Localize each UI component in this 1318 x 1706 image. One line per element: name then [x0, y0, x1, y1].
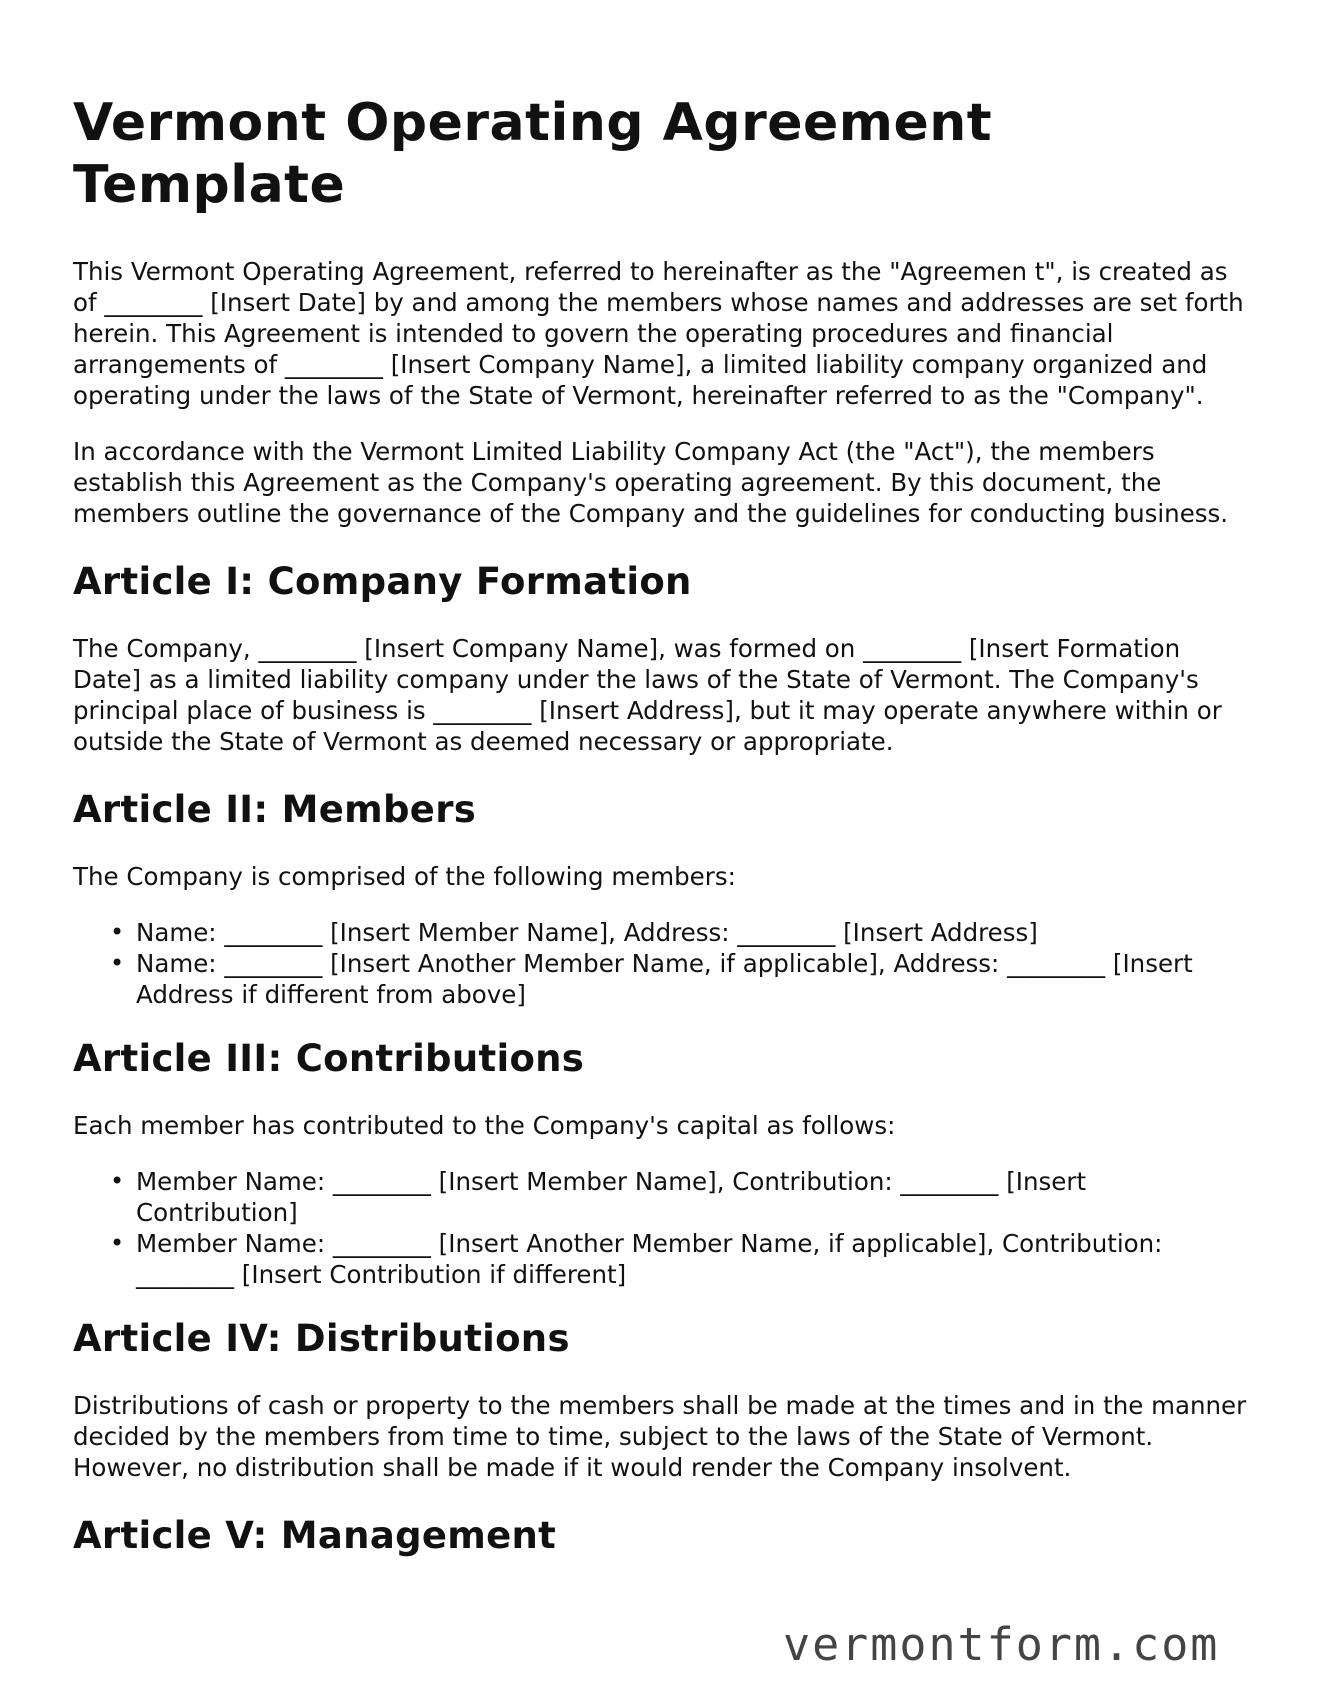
list-item-text: Name: ________ [Insert Another Member Name, if applicable], Address: ________ [Insert Address if different from above] [136, 949, 1193, 1009]
article-5-heading: Article V: Management [73, 1514, 557, 1557]
list-item-text: Member Name: ________ [Insert Another Member Name, if applicable], Contribution: ________ [Insert Contribution if different] [136, 1229, 1163, 1289]
article-3-text: Each member has contributed to the Company's capital as follows: [73, 1111, 896, 1140]
bullet-icon: • [110, 949, 125, 977]
intro-paragraph-1: This Vermont Operating Agreement, referred to hereinafter as the "Agreemen t", is created as of ________ [Insert Date] by and among the members whose names and addresses are set forth herein. This Agreement is intended to govern the operating procedures and financial arrangements of ________ [Insert Company Name], a limited liability company organized and operating under the laws of the State of Vermont, hereinafter referred to as the "Company". [73, 257, 1244, 410]
intro-paragraph-2: In accordance with the Vermont Limited Liability Company Act (the "Act"), the members establish this Agreement as the Company's operating agreement. By this document, the members outline the governance of the Company and the guidelines for conducting business. [73, 437, 1229, 528]
article-1-heading: Article I: Company Formation [73, 560, 692, 603]
watermark-text: vermontform.com [783, 1618, 1220, 1671]
bullet-icon: • [110, 1229, 125, 1257]
members-list [73, 917, 1248, 1010]
article-4-heading: Article IV: Distributions [73, 1317, 570, 1360]
contributions-list [73, 1166, 1248, 1290]
list-item-text: Member Name: ________ [Insert Member Name], Contribution: ________ [Insert Contribution] [136, 1167, 1087, 1227]
document-title: Vermont Operating Agreement Template [73, 93, 993, 215]
document-page [73, 92, 1248, 1587]
bullet-icon: • [110, 918, 125, 946]
article-4-text: Distributions of cash or property to the members shall be made at the times and in the manner decided by the members from time to time, subject to the laws of the State of Vermont. However, no distribution shall be made if it would render the Company insolvent. [73, 1391, 1247, 1482]
article-3-heading: Article III: Contributions [73, 1037, 585, 1080]
list-item [110, 948, 1248, 1010]
list-item [110, 1228, 1248, 1290]
bullet-icon: • [110, 1167, 125, 1195]
list-item [110, 917, 1248, 948]
list-item-text: Name: ________ [Insert Member Name], Address: ________ [Insert Address] [136, 918, 1038, 947]
article-2-heading: Article II: Members [73, 788, 477, 831]
article-1-text: The Company, ________ [Insert Company Name], was formed on ________ [Insert Formation Date] as a limited liability company under the laws of the State of Vermont. The Company's principal place of business is ________ [Insert Address], but it may operate anywhere within or outside the State of Vermont as deemed necessary or appropriate. [73, 634, 1222, 756]
list-item [110, 1166, 1248, 1228]
article-2-text: The Company is comprised of the following members: [73, 862, 736, 891]
